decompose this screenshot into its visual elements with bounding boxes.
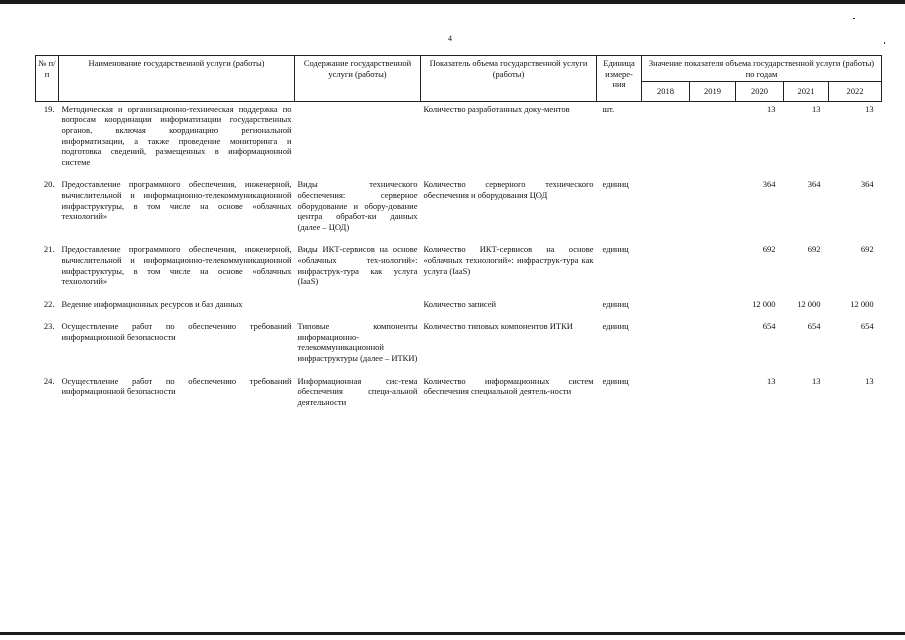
row-content: Виды технического обеспечения: серверное оборудование и обору-дование центра обработ-ки данных (далее – ЦОД) xyxy=(297,179,418,232)
row-value-2019 xyxy=(690,319,736,373)
row-num: 20. xyxy=(43,179,55,190)
row-value-2018 xyxy=(642,242,690,296)
row-value-2019 xyxy=(690,101,736,177)
row-value-2019 xyxy=(690,242,736,296)
row-value-2020: 13 xyxy=(767,103,776,114)
scan-border-top xyxy=(0,0,905,4)
row-name: Предоставление программного обеспечения, инженерной, вычислительной и информационно-телекоммуникационной инфраструктуры, в том числе на основе «облачных технологий» xyxy=(61,179,292,222)
scan-border-bottom xyxy=(0,632,905,635)
header-year: 2020 xyxy=(736,82,784,102)
row-value-2018 xyxy=(642,374,690,418)
row-value-2022: 13 xyxy=(865,375,874,386)
services-table xyxy=(35,55,882,417)
row-unit: единиц xyxy=(602,375,629,386)
table-row xyxy=(36,297,882,320)
row-value-2022: 692 xyxy=(860,244,874,255)
row-unit: шт. xyxy=(602,103,615,114)
row-indicator: Количество записей xyxy=(423,298,497,309)
row-value-2018 xyxy=(642,177,690,242)
header-name: Наименование государственной услуги (работы) xyxy=(59,56,295,102)
row-content xyxy=(295,101,421,177)
row-value-2018 xyxy=(642,101,690,177)
row-unit: единиц xyxy=(602,244,629,255)
page-number: 4 xyxy=(448,34,452,43)
row-indicator: Количество ИКТ-сервисов на основе «облачных технологий»: инфраструк-тура как услуга (IaaS) xyxy=(423,244,594,276)
row-value-2022: 12 000 xyxy=(850,298,874,309)
table-row xyxy=(36,177,882,242)
row-name: Предоставление программного обеспечения, инженерной, вычислительной и информационно-телекоммуникационной инфраструктуры, в том числе на основе «облачных технологий» xyxy=(61,244,292,287)
row-value-2018 xyxy=(642,319,690,373)
row-value-2020: 13 xyxy=(767,375,776,386)
header-values-group: Значение показателя объема государственной услуги (работы) по годам xyxy=(642,56,882,82)
row-value-2021: 692 xyxy=(807,244,821,255)
header-year: 2021 xyxy=(784,82,829,102)
row-value-2021: 654 xyxy=(807,321,821,332)
row-value-2022: 364 xyxy=(860,179,874,190)
row-value-2018 xyxy=(642,297,690,320)
row-num: 19. xyxy=(43,103,55,114)
table-row xyxy=(36,319,882,373)
row-value-2019 xyxy=(690,177,736,242)
header-year: 2018 xyxy=(642,82,690,102)
row-value-2020: 364 xyxy=(762,179,776,190)
row-name: Методическая и организационно-техническая поддержка по вопросам координации информатизации государственных органов, включая координацию региональной информатизации, а также проведение мониторинга и подготовка сведений, размещенных в информационной системе xyxy=(61,103,292,167)
row-unit: единиц xyxy=(602,298,629,309)
row-num: 21. xyxy=(43,244,55,255)
table-row xyxy=(36,242,882,296)
row-unit: единиц xyxy=(602,321,629,332)
header-unit: Единица измере-ния xyxy=(597,56,642,102)
header-year: 2019 xyxy=(690,82,736,102)
row-value-2019 xyxy=(690,374,736,418)
table-row xyxy=(36,101,882,177)
row-value-2022: 654 xyxy=(860,321,874,332)
row-name: Осуществление работ по обеспечению требований информационной безопасности xyxy=(61,321,292,342)
row-num: 24. xyxy=(43,375,55,386)
row-value-2021: 12 000 xyxy=(797,298,821,309)
row-name: Ведение информационных ресурсов и баз данных xyxy=(61,298,243,309)
row-value-2020: 12 000 xyxy=(752,298,776,309)
row-indicator: Количество серверного технического обеспечения и оборудования ЦОД xyxy=(423,179,594,200)
table-row xyxy=(36,374,882,418)
row-value-2020: 654 xyxy=(762,321,776,332)
header-num: № п/п xyxy=(36,56,59,102)
row-name: Осуществление работ по обеспечению требований информационной безопасности xyxy=(61,375,292,397)
row-value-2022: 13 xyxy=(865,103,874,114)
scan-speck xyxy=(853,18,855,19)
row-content xyxy=(295,297,421,320)
row-content: Типовые компоненты информационно-телекоммуникационной инфраструктуры (далее – ИТКИ) xyxy=(297,321,418,364)
row-value-2021: 364 xyxy=(807,179,821,190)
row-unit: единиц xyxy=(602,179,629,190)
row-num: 22. xyxy=(43,298,55,309)
header-indicator: Показатель объема государственной услуги (работы) xyxy=(421,56,597,102)
row-indicator: Количество типовых компонентов ИТКИ xyxy=(423,321,573,332)
row-content: Информационная сис-тема обеспечения специ-альной деятельности xyxy=(297,375,418,407)
header-content: Содержание государственной услуги (работы) xyxy=(295,56,421,102)
row-indicator: Количество разработанных доку-ментов xyxy=(423,103,570,114)
scan-speck xyxy=(884,42,885,44)
row-indicator: Количество информационных систем обеспечения специальной деятель-ности xyxy=(423,375,594,397)
header-year: 2022 xyxy=(829,82,882,102)
row-value-2021: 13 xyxy=(812,375,821,386)
row-value-2021: 13 xyxy=(812,103,821,114)
row-value-2020: 692 xyxy=(762,244,776,255)
row-num: 23. xyxy=(43,321,55,332)
row-content: Виды ИКТ-сервисов на основе «облачных тех-нологий»: инфраструк-тура как услуга (IaaS) xyxy=(297,244,418,287)
row-value-2019 xyxy=(690,297,736,320)
